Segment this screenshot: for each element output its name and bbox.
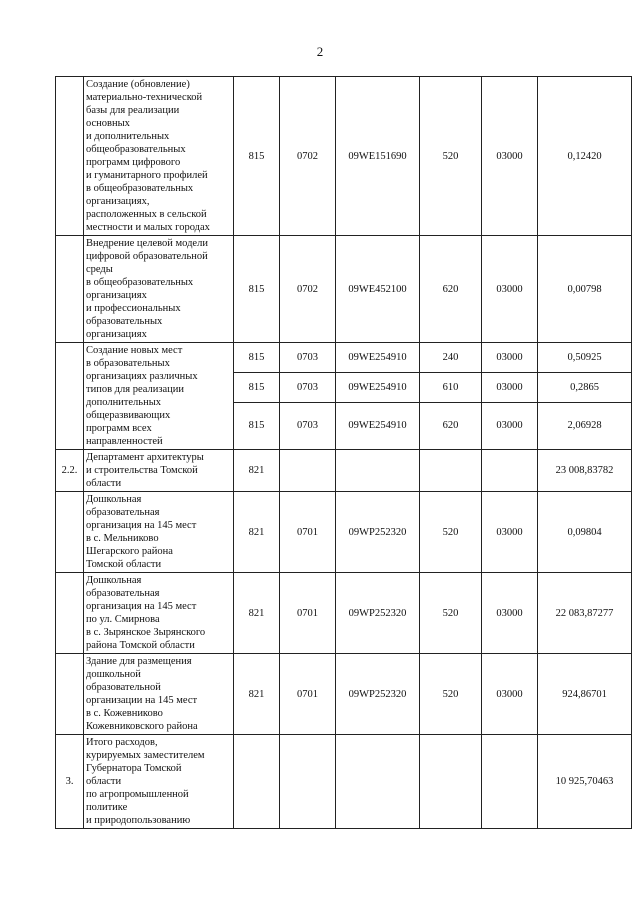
description-text: Дошкольная образовательная организация на 145 мест в с. Мельниково Шегарского района Томской области — [86, 494, 197, 570]
cell-gr: 821 — [234, 492, 280, 573]
cell-sum: 0,50925 — [538, 343, 632, 373]
cell-csr — [336, 735, 420, 829]
row-description — [84, 573, 234, 654]
cell-sum: 2,06928 — [538, 402, 632, 449]
description-text: Дошкольная образовательная организация на 145 мест по ул. Смирнова в с. Зырянское Зырянского района Томской области — [86, 575, 206, 651]
cell-kosgu: 03000 — [482, 573, 538, 654]
cell-kosgu: 03000 — [482, 402, 538, 449]
cell-kosgu — [482, 450, 538, 492]
cell-kosgu: 03000 — [482, 492, 538, 573]
description-text: Итого расходов, курируемых заместителем Губернатора Томской области по агропромышленной политике и природопользованию — [86, 737, 205, 826]
cell-kosgu — [482, 735, 538, 829]
row-number: 2.2. — [56, 450, 84, 492]
cell-csr: 09WP252320 — [336, 573, 420, 654]
cell-rz: 0701 — [280, 573, 336, 654]
cell-sum: 0,09804 — [538, 492, 632, 573]
budget-table — [55, 76, 632, 829]
cell-sum: 10 925,70463 — [538, 735, 632, 829]
cell-kosgu: 03000 — [482, 343, 538, 373]
cell-vr: 520 — [420, 654, 482, 735]
cell-rz — [280, 450, 336, 492]
row-number — [56, 236, 84, 343]
cell-sum: 23 008,83782 — [538, 450, 632, 492]
cell-csr: 09WP252320 — [336, 492, 420, 573]
row-number — [56, 343, 84, 450]
cell-kosgu: 03000 — [482, 654, 538, 735]
cell-rz: 0703 — [280, 372, 336, 402]
cell-csr: 09WE254910 — [336, 343, 420, 373]
row-description — [84, 450, 234, 492]
row-number — [56, 573, 84, 654]
cell-gr: 815 — [234, 236, 280, 343]
cell-rz: 0701 — [280, 492, 336, 573]
description-text: Здание для размещения дошкольной образовательной организации на 145 мест в с. Кожевниково Кожевниковского района — [86, 656, 198, 732]
cell-sum: 0,12420 — [538, 77, 632, 236]
row-number — [56, 654, 84, 735]
page-number: 2 — [316, 44, 324, 59]
description-text: Внедрение целевой модели цифровой образовательной среды в общеобразовательных организациях и профессиональных образовательных организациях — [86, 238, 208, 340]
cell-csr — [336, 450, 420, 492]
cell-vr: 520 — [420, 492, 482, 573]
cell-gr: 815 — [234, 372, 280, 402]
cell-gr: 821 — [234, 654, 280, 735]
cell-kosgu: 03000 — [482, 372, 538, 402]
table-row — [56, 77, 632, 236]
table-row — [56, 492, 632, 573]
row-number — [56, 492, 84, 573]
description-text: Создание (обновление) материально-технической базы для реализации основных и дополнительных общеобразовательных программ цифрового и гуманитарного профилей в общеобразовательных организациях, расположенных в сельской местности и малых городах — [86, 79, 210, 233]
cell-rz — [280, 735, 336, 829]
cell-vr: 520 — [420, 77, 482, 236]
cell-csr: 09WP252320 — [336, 654, 420, 735]
cell-vr: 520 — [420, 573, 482, 654]
row-description — [84, 236, 234, 343]
cell-gr: 815 — [234, 402, 280, 449]
cell-csr: 09WE254910 — [336, 402, 420, 449]
row-description — [84, 492, 234, 573]
cell-csr: 09WE151690 — [336, 77, 420, 236]
cell-vr: 240 — [420, 343, 482, 373]
table-row — [56, 343, 632, 373]
row-number: 3. — [56, 735, 84, 829]
cell-kosgu: 03000 — [482, 77, 538, 236]
cell-sum: 924,86701 — [538, 654, 632, 735]
cell-gr — [234, 735, 280, 829]
cell-vr — [420, 450, 482, 492]
cell-gr: 821 — [234, 573, 280, 654]
cell-gr: 815 — [234, 343, 280, 373]
row-number — [56, 77, 84, 236]
cell-vr: 620 — [420, 402, 482, 449]
cell-vr — [420, 735, 482, 829]
row-description — [84, 654, 234, 735]
cell-sum: 0,00798 — [538, 236, 632, 343]
row-description — [84, 343, 234, 450]
table-row — [56, 654, 632, 735]
cell-rz: 0703 — [280, 402, 336, 449]
cell-sum: 22 083,87277 — [538, 573, 632, 654]
row-description — [84, 77, 234, 236]
description-text: Департамент архитектуры и строительства Томской области — [86, 452, 204, 489]
table-row — [56, 573, 632, 654]
cell-csr: 09WE254910 — [336, 372, 420, 402]
table-row — [56, 735, 632, 829]
cell-sum: 0,2865 — [538, 372, 632, 402]
cell-gr: 821 — [234, 450, 280, 492]
cell-vr: 620 — [420, 236, 482, 343]
cell-vr: 610 — [420, 372, 482, 402]
table-row — [56, 450, 632, 492]
cell-rz: 0702 — [280, 236, 336, 343]
row-description — [84, 735, 234, 829]
cell-csr: 09WE452100 — [336, 236, 420, 343]
cell-rz: 0702 — [280, 77, 336, 236]
cell-rz: 0703 — [280, 343, 336, 373]
cell-rz: 0701 — [280, 654, 336, 735]
table-row — [56, 236, 632, 343]
description-text: Создание новых мест в образовательных организациях различных типов для реализации дополнительных общеразвивающих программ всех направленностей — [86, 345, 198, 447]
cell-gr: 815 — [234, 77, 280, 236]
cell-kosgu: 03000 — [482, 236, 538, 343]
